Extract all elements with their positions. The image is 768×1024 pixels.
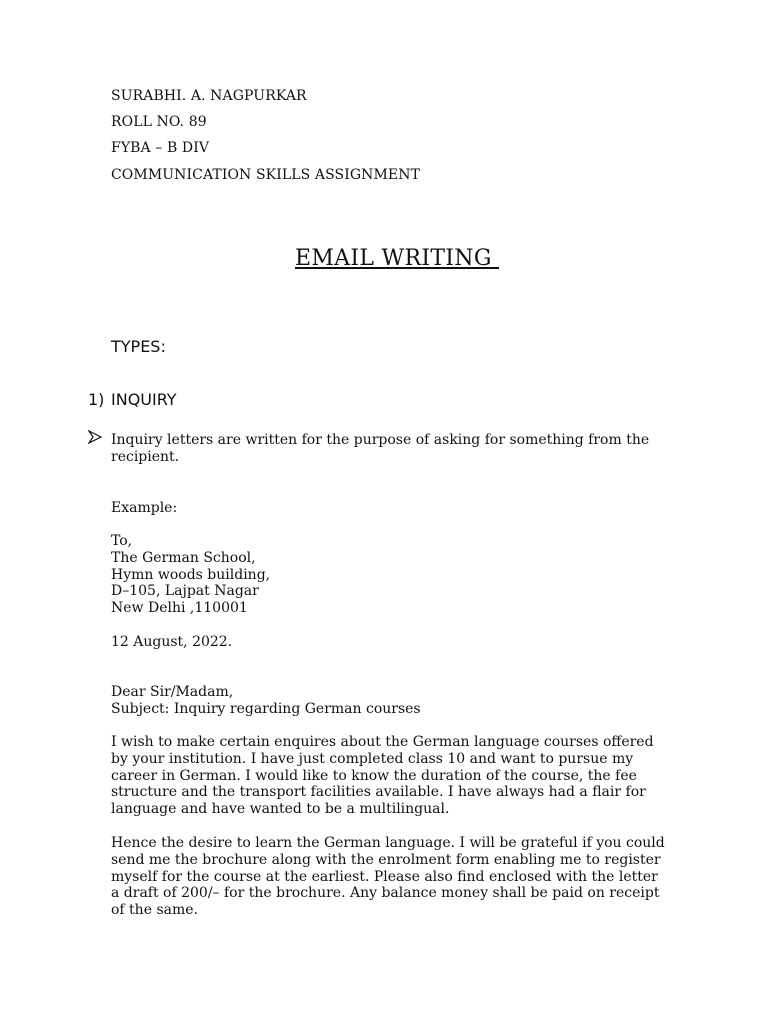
bullet-line: recipient. <box>111 448 180 465</box>
address-line: To, <box>111 533 133 549</box>
address-line: New Delhi ,110001 <box>111 600 248 617</box>
salutation-block <box>111 684 681 718</box>
salutation: Dear Sir/Madam, <box>111 684 234 700</box>
paragraph-line: structure and the transport facilities available. I have always had a flair for <box>111 784 646 801</box>
address-line: D–105, Lajpat Nagar <box>111 583 259 600</box>
paragraph-line: of the same. <box>111 902 198 919</box>
bullet-text <box>111 432 681 466</box>
paragraph-line: career in German. I would like to know the duration of the course, the fee <box>111 767 637 784</box>
paragraph-line: language and have wanted to be a multilingual. <box>111 801 450 818</box>
paragraph-line: a draft of 200/– for the brochure. Any balance money shall be paid on receipt <box>111 885 660 902</box>
paragraph-line: myself for the course at the earliest. Please also find enclosed with the letter <box>111 868 658 885</box>
paragraph-line: by your institution. I have just completed class 10 and want to pursue my <box>111 750 634 767</box>
letter-date: 12 August, 2022. <box>111 634 233 650</box>
types-heading: TYPES: <box>111 337 166 356</box>
paragraph-line: send me the brochure along with the enrolment form enabling me to register <box>111 851 661 868</box>
address-line: The German School, <box>111 549 256 566</box>
paragraph-1 <box>111 734 681 818</box>
paragraph-line: Hence the desire to learn the German language. I will be grateful if you could <box>111 835 665 851</box>
roll-number: ROLL NO. 89 <box>111 114 207 130</box>
paragraph-2 <box>111 835 681 919</box>
section-heading-inquiry: INQUIRY <box>111 390 177 409</box>
student-name: SURABHI. A. NAGPURKAR <box>111 88 307 104</box>
recipient-address <box>111 533 681 617</box>
arrowhead-bullet-icon <box>88 430 102 444</box>
bullet-line: Inquiry letters are written for the purpose of asking for something from the <box>111 432 650 448</box>
subject-line: Subject: Inquiry regarding German courses <box>111 700 421 717</box>
assignment-title: COMMUNICATION SKILLS ASSIGNMENT <box>111 167 421 183</box>
document-title: EMAIL WRITING <box>294 246 499 271</box>
section-number: 1) <box>88 390 105 409</box>
division: FYBA – B DIV <box>111 140 210 156</box>
example-label: Example: <box>111 500 178 516</box>
paragraph-line: I wish to make certain enquires about the German language courses offered <box>111 734 654 750</box>
address-line: Hymn woods building, <box>111 566 271 583</box>
